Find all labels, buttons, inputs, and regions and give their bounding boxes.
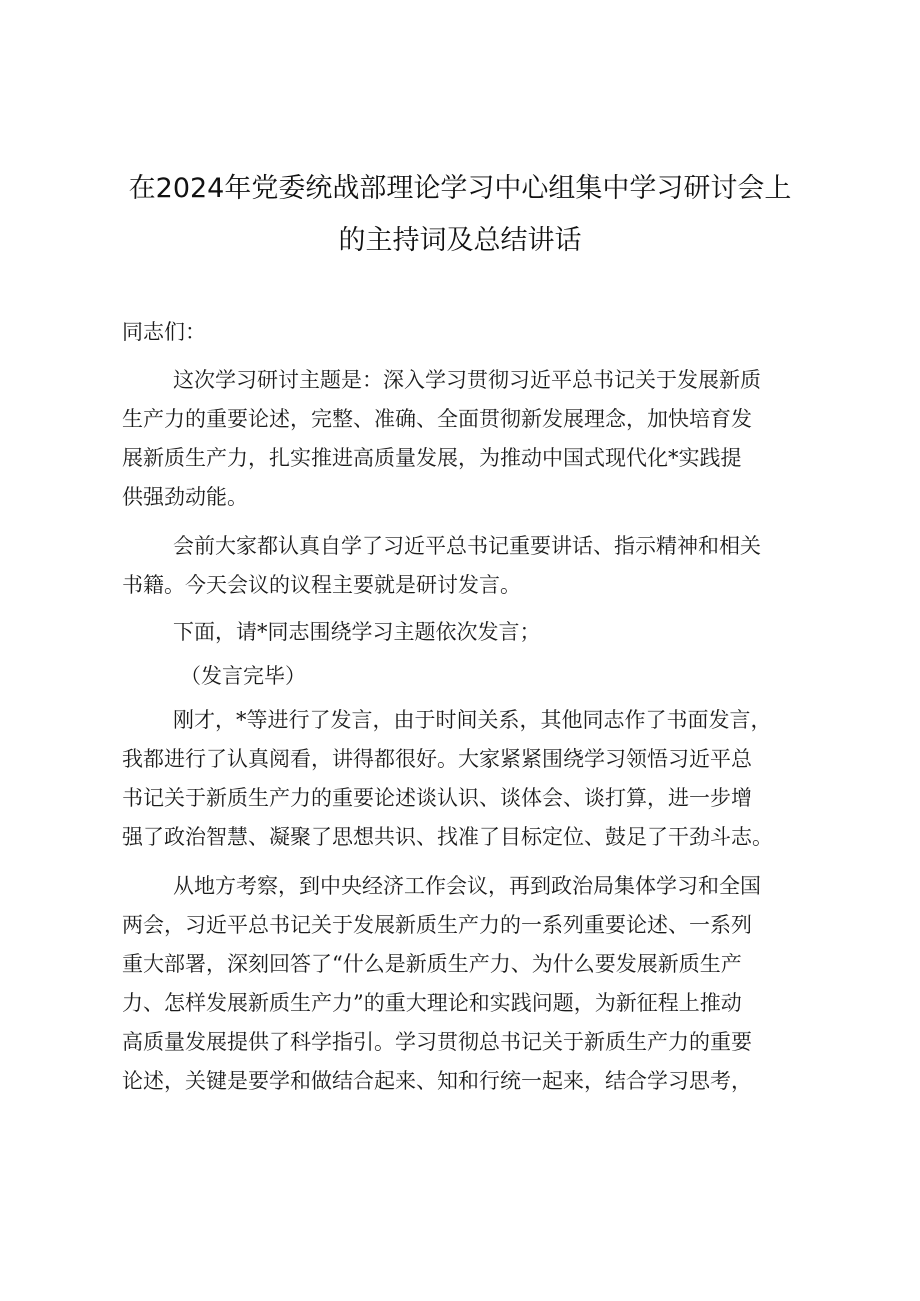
paragraph-line: 展新质生产力，扎实推进高质量发展，为推动中国式现代化*实践提: [122, 446, 742, 470]
paragraph-line: 书记关于新质生产力的重要论述谈认识、谈体会、谈打算，进一步增: [122, 786, 752, 810]
paragraph-line: 书籍。今天会议的议程主要就是研讨发言。: [122, 573, 521, 597]
paragraph-line: 从地方考察，到中央经济工作会议，再到政治局集体学习和全国: [173, 874, 761, 898]
paragraph-line: 重大部署，深刻回答了“什么是新质生产力、为什么要发展新质生产: [122, 952, 742, 976]
paragraph-line: 两会，习近平总书记关于发展新质生产力的一系列重要论述、一系列: [122, 913, 752, 937]
document-title-line-1: 在2024年党委统战部理论学习中心组集中学习研讨会上: [128, 173, 792, 204]
paragraph-line: 这次学习研讨主题是：深入学习贯彻习近平总书记关于发展新质: [173, 368, 761, 392]
paragraph-line: 强了政治智慧、凝聚了思想共识、找准了目标定位、鼓足了干劲斗志。: [122, 825, 773, 849]
paragraph-line: 刚才，*等进行了发言，由于时间关系，其他同志作了书面发言，: [173, 708, 772, 732]
paragraph-line: 高质量发展提供了科学指引。学习贯彻总书记关于新质生产力的重要: [122, 1030, 752, 1054]
paragraph-line: （发言完毕）: [180, 664, 306, 688]
document-title-line-2: 的主持词及总结讲话: [338, 225, 582, 256]
paragraph-line: 生产力的重要论述，完整、准确、全面贯彻新发展理念，加快培育发: [122, 407, 752, 431]
paragraph-line: 下面，请*同志围绕学习主题依次发言；: [173, 620, 541, 644]
salutation: 同志们：: [122, 320, 206, 344]
paragraph-line: 论述，关键是要学和做结合起来、知和行统一起来，结合学习思考，: [122, 1069, 752, 1093]
paragraph-line: 会前大家都认真自学了习近平总书记重要讲话、指示精神和相关: [173, 534, 761, 558]
paragraph-line: 力、怎样发展新质生产力”的重大理论和实践问题，为新征程上推动: [122, 991, 742, 1015]
paragraph-line: 我都进行了认真阅看，讲得都很好。大家紧紧围绕学习领悟习近平总: [122, 747, 752, 771]
paragraph-line: 供强劲动能。: [122, 485, 248, 509]
